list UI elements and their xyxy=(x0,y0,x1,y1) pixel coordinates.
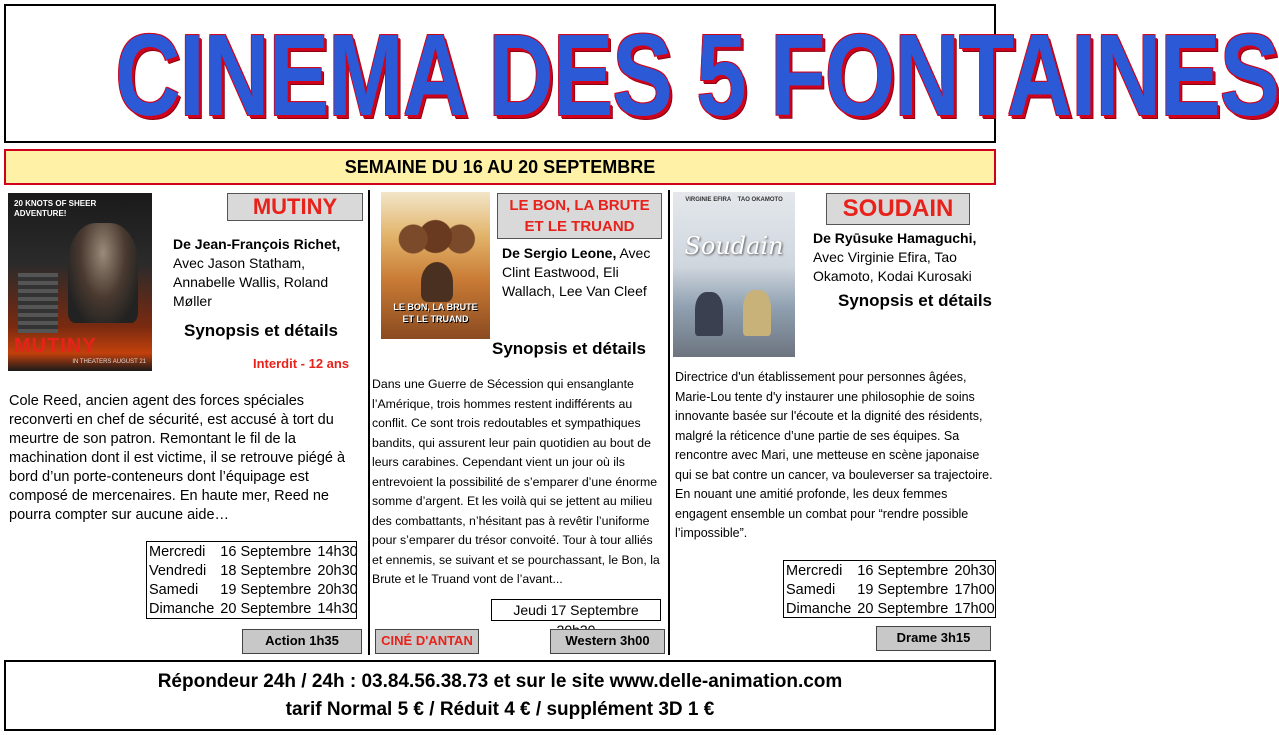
poster-mutiny-tagline: 20 KNOTS OF SHEER ADVENTURE! xyxy=(14,199,97,218)
week-banner: SEMAINE DU 16 AU 20 SEPTEMBRE xyxy=(4,149,996,185)
genre-soudain: Drame 3h15 xyxy=(876,626,991,651)
showtimes-mutiny xyxy=(146,541,357,619)
showtime-row: Mercredi 16 Septembre 20h30 xyxy=(786,563,995,579)
poster-le-bon-figure xyxy=(421,262,453,302)
poster-soudain xyxy=(673,192,795,357)
showtime-row: Vendredi 18 Septembre 20h30 xyxy=(149,563,358,579)
poster-soudain-word: Soudain xyxy=(684,232,784,260)
poster-soudain-figure-right xyxy=(743,290,771,336)
showtime-row: Samedi 19 Septembre 17h00 xyxy=(786,582,995,598)
poster-le-bon-word2: ET LE TRUAND xyxy=(402,314,469,324)
showtimes-soudain xyxy=(783,560,996,618)
movie-title-soudain: SOUDAIN xyxy=(826,193,970,225)
footer-contact: Répondeur 24h / 24h : 03.84.56.38.73 et sur le site www.delle-animation.com xyxy=(157,671,843,692)
synopsis-soudain: Directrice d'un établissement pour personnes âgées, Marie-Lou tente d'y instaurer une philosophie de soins innovante basée sur l'écoute et la dignité des résidents, malgré la réticence d’une partie de ses équipes. Sa rencontre avec Mari, une metteuse en scène japonaise qui se bat contre un cancer, va bouleverser sa trajectoire. En nouant une amitié profonde, les deux femmes engagent ensemble un combat pour “rendre possible l’impossible”. xyxy=(675,370,993,540)
cast-soudain: Avec Virginie Efira, Tao Okamoto, Kodai Kurosaki xyxy=(813,249,972,284)
poster-mutiny-word: MUTINY xyxy=(14,335,97,357)
movie-title-le-bon-line2: ET LE TRUAND xyxy=(524,218,635,235)
poster-soudain-figure-left xyxy=(695,292,723,336)
synopsis-link-mutiny[interactable]: Synopsis et détails xyxy=(184,321,338,340)
credits-mutiny xyxy=(173,235,368,311)
showtime-le-bon: Jeudi 17 Septembre xyxy=(491,599,661,621)
poster-le-bon xyxy=(381,192,490,339)
showtime-row: Dimanche 20 Septembre 14h30 xyxy=(149,601,358,617)
director-soudain: De Ryūsuke Hamaguchi, xyxy=(813,230,977,246)
poster-mutiny-release: IN THEATERS AUGUST 21 xyxy=(72,359,146,365)
showtime-row: Dimanche 20 Septembre 17h00 xyxy=(786,601,995,617)
director-le-bon: De Sergio Leone, xyxy=(502,245,617,261)
poster-mutiny xyxy=(8,193,152,371)
synopsis-le-bon: Dans une Guerre de Sécession qui ensanglante l’Amérique, trois hommes restent indifférents au conflit. Ce sont trois redoutables et sympathiques bandits, qui assurent leur pain quotidien au bout de leurs carabines. Cependant vient un jour où ils entrevoient la possibilité de s’emparer d’une énorme somme d’argent. Et les voilà qui se jettent au milieu des combattants, n’hésitant pas à revêtir l’uniforme pour s’emparer du trésor convoité. Tour à tour alliés et ennemis, se suivant et se pourchassant, le Bon, la Brute et le Truand vont de l’avant... xyxy=(372,377,660,586)
credits-soudain xyxy=(813,229,998,286)
cast-mutiny: Avec Jason Statham, Annabelle Wallis, Roland Møller xyxy=(173,255,329,309)
footer-prices: tarif Normal 5 € / Réduit 4 € / supplément 3D 1 € xyxy=(285,699,715,720)
genre-mutiny: Action 1h35 xyxy=(242,629,362,654)
showtime-row: Samedi 19 Septembre 20h30 xyxy=(149,582,358,598)
movie-title-mutiny: MUTINY xyxy=(227,193,363,221)
credits-le-bon xyxy=(502,244,662,301)
synopsis-mutiny: Cole Reed, ancien agent des forces spéciales reconverti en chef de sécurité, est accusé à tort du meurtre de son patron. Remontant le fil de la machination dont il est victime, il se retrouve piégé à bord d’un porte-conteneurs dont l’équipage est composé de mercenaires. En haute mer, Reed ne pourra compter sur aucune aide… xyxy=(9,393,346,523)
movie-title-le-bon-line1: LE BON, LA BRUTE xyxy=(509,197,650,214)
poster-le-bon-faces xyxy=(391,214,480,264)
poster-mutiny-figure xyxy=(68,223,138,323)
genre-le-bon: Western 3h00 xyxy=(550,629,665,654)
synopsis-link-le-bon[interactable]: Synopsis et détails xyxy=(492,339,646,358)
title-banner xyxy=(4,4,1279,143)
poster-soudain-names: VIRGINIE EFIRA TAO OKAMOTO xyxy=(685,197,783,203)
synopsis-link-soudain[interactable]: Synopsis et détails xyxy=(838,291,992,310)
rating-mutiny: Interdit - 12 ans xyxy=(253,356,350,371)
movie-title-le-bon xyxy=(497,193,662,239)
label-cine-antan: CINÉ D'ANTAN xyxy=(375,629,479,654)
footer-info xyxy=(4,660,996,731)
poster-le-bon-word1: LE BON, LA BRUTE xyxy=(393,302,478,312)
showtime-row: Mercredi 16 Septembre 14h30 xyxy=(149,544,358,560)
cast-le-bon: Avec Clint Eastwood, Eli Wallach, Lee Van Cleef xyxy=(502,245,651,299)
cinema-title: CINEMA DES 5 FONTAINES xyxy=(115,10,1279,140)
poster-mutiny-ship xyxy=(18,273,58,333)
director-mutiny: De Jean-François Richet, xyxy=(173,236,341,252)
